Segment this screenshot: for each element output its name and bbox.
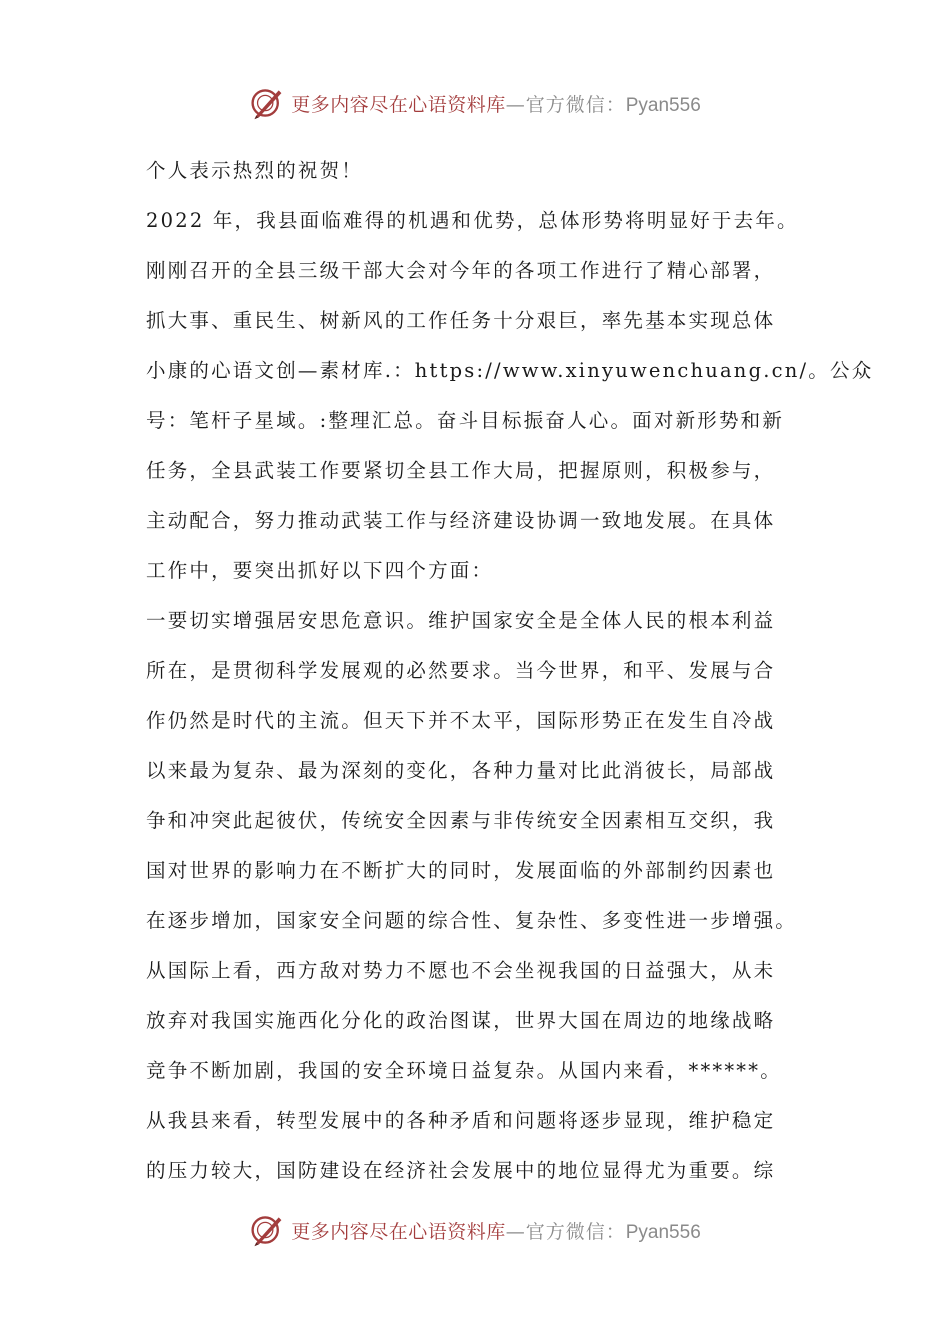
- body-line: 国对世界的影响力在不断扩大的同时，发展面临的外部制约因素也: [146, 859, 776, 882]
- body-line: 主动配合，努力推动武装工作与经济建设协调一致地发展。在具体: [146, 509, 776, 532]
- body-line: 工作中，要突出抓好以下四个方面：: [146, 559, 494, 582]
- body-line: 2022 年，我县面临难得的机遇和优势，总体形势将明显好于去年。: [146, 209, 799, 232]
- footer-banner: [0, 1210, 950, 1250]
- body-line: 竞争不断加剧，我国的安全环境日益复杂。从国内来看，******。: [146, 1059, 782, 1082]
- banner-contact-label: —官方微信：: [505, 1220, 626, 1243]
- body-line: 放弃对我国实施西化分化的政治图谋，世界大国在周边的地缘战略: [146, 1009, 776, 1032]
- body-line: 刚刚召开的全县三级干部大会对今年的各项工作进行了精心部署，: [146, 259, 776, 282]
- body-line: 从国际上看，西方敌对势力不愿也不会坐视我国的日益强大，从未: [146, 959, 776, 982]
- body-line: 任务，全县武装工作要紧切全县工作大局，把握原则，积极参与，: [146, 459, 776, 482]
- body-line: 在逐步增加，国家安全问题的综合性、复杂性、多变性进一步增强。: [146, 909, 798, 932]
- banner-brand-text: 更多内容尽在心语资料库: [291, 1220, 506, 1243]
- body-line: 以来最为复杂、最为深刻的变化，各种力量对比此消彼长，局部战: [146, 759, 776, 782]
- body-line: 个人表示热烈的祝贺！: [146, 159, 364, 182]
- body-line: 小康的心语文创—素材库.：https://www.xinyuwenchuang.cn/。公众: [146, 359, 874, 382]
- body-line: 争和冲突此起彼伏，传统安全因素与非传统安全因素相互交织，我: [146, 809, 776, 832]
- banner-contact-text: [506, 90, 701, 117]
- body-line: 所在，是贯彻科学发展观的必然要求。当今世界，和平、发展与合: [146, 659, 776, 682]
- banner-contact-text: [506, 1217, 701, 1244]
- banner-contact-id: Pyan556: [625, 1221, 701, 1243]
- document-body: [146, 146, 874, 1196]
- banner-contact-label: —官方微信：: [505, 93, 626, 116]
- body-line: 号：笔杆子星域。:整理汇总。奋斗目标振奋人心。面对新形势和新: [146, 409, 785, 432]
- body-line: 的压力较大，国防建设在经济社会发展中的地位显得尤为重要。综: [146, 1159, 776, 1182]
- banner-contact-id: Pyan556: [625, 94, 701, 116]
- body-line: 作仍然是时代的主流。但天下并不太平，国际形势正在发生自冷战: [146, 709, 776, 732]
- pen-logo-icon: [249, 85, 285, 121]
- body-line: 一要切实增强居安思危意识。维护国家安全是全体人民的根本利益: [146, 609, 776, 632]
- body-line: 从我县来看，转型发展中的各种矛盾和问题将逐步显现，维护稳定: [146, 1109, 776, 1132]
- header-banner: [0, 83, 950, 123]
- pen-logo-icon: [249, 1212, 285, 1248]
- body-line: 抓大事、重民生、树新风的工作任务十分艰巨，率先基本实现总体: [146, 309, 776, 332]
- banner-brand-text: 更多内容尽在心语资料库: [291, 93, 506, 116]
